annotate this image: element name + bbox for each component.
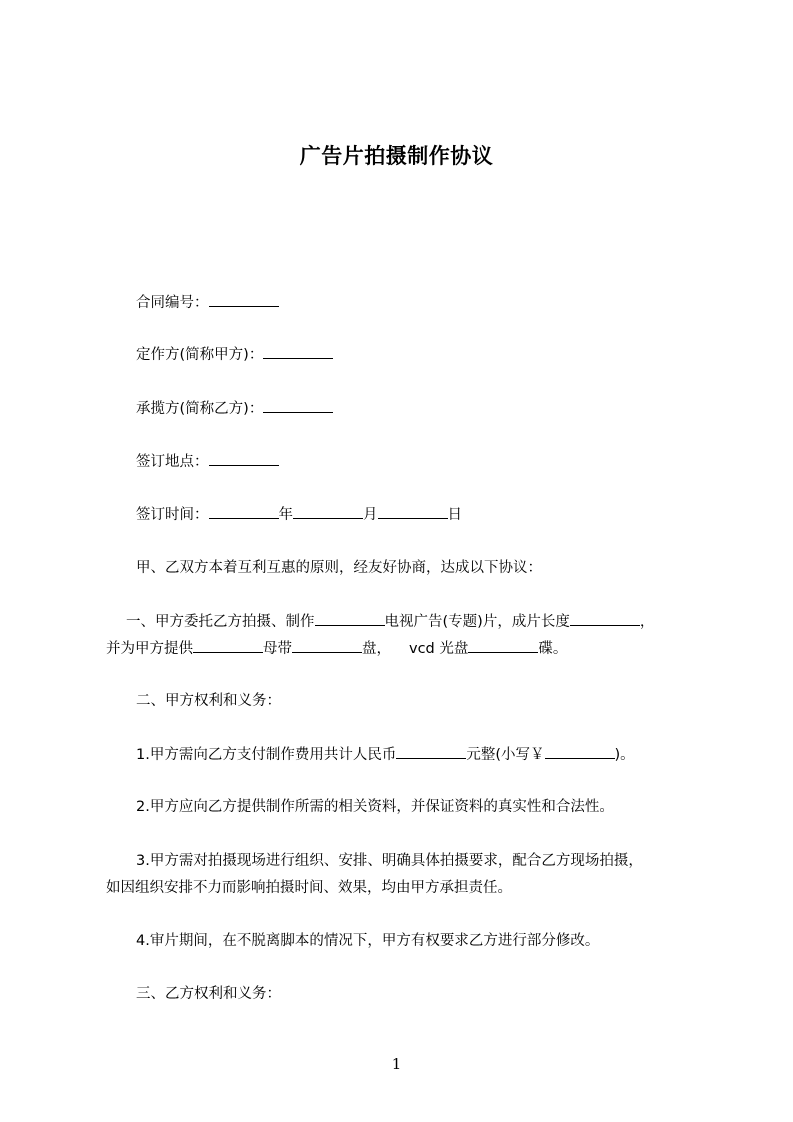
clause-1-text-e: 母带 (263, 641, 292, 657)
party-a-line (0, 344, 793, 365)
clause-1-text-g: vcd 光盘 (409, 641, 469, 657)
master-tape-count-blank[interactable] (193, 638, 263, 653)
item-2-1 (0, 744, 793, 765)
sign-place-blank[interactable] (209, 451, 279, 466)
item-2-4: 4.审片期间，在不脱离脚本的情况下，甲方有权要求乙方进行部分修改。 (136, 933, 600, 949)
clause-1-text-h: 碟。 (538, 641, 568, 657)
item-2-1-text-b: 元整(小写￥ (466, 747, 545, 763)
clause-1-text-c: ， (639, 614, 655, 630)
month-blank[interactable] (293, 504, 363, 519)
sign-time-label: 签订时间： (136, 507, 209, 523)
clause-1-text-d: 并为甲方提供 (106, 641, 193, 657)
sign-place-label: 签订地点： (136, 454, 209, 470)
sign-place-line (0, 451, 793, 472)
party-a-blank[interactable] (263, 344, 333, 359)
party-b-label: 承揽方(简称乙方)： (136, 401, 264, 417)
clause-1-content-blank[interactable] (315, 611, 385, 626)
party-b-line (0, 398, 793, 419)
month-label: 月 (363, 507, 378, 523)
clause-1-text-a: 一、甲方委托乙方拍摄、制作 (126, 614, 315, 630)
document-title: 广告片拍摄制作协议 (299, 144, 494, 168)
section-2-heading: 二、甲方权利和义务： (136, 693, 281, 709)
item-2-1-text-c: )。 (614, 747, 635, 763)
fee-numeric-blank[interactable] (545, 744, 615, 759)
day-blank[interactable] (378, 504, 448, 519)
year-blank[interactable] (209, 504, 279, 519)
vcd-count-blank[interactable] (468, 638, 538, 653)
fee-amount-blank[interactable] (396, 744, 466, 759)
intro-paragraph: 甲、乙双方本着互利互惠的原则，经友好协商，达成以下协议： (136, 560, 542, 576)
contract-number-blank[interactable] (209, 292, 279, 307)
item-2-2: 2.甲方应向乙方提供制作所需的相关资料，并保证资料的真实性和合法性。 (136, 799, 614, 815)
item-2-1-text-a: 1.甲方需向乙方支付制作费用共计人民币 (136, 747, 397, 763)
clause-1-text-f: 盘， (362, 641, 391, 657)
master-tape-reel-blank[interactable] (292, 638, 362, 653)
clause-1-length-blank[interactable] (570, 611, 640, 626)
party-b-blank[interactable] (263, 398, 333, 413)
contract-number-line (0, 292, 793, 313)
section-3-heading: 三、乙方权利和义务： (136, 986, 281, 1002)
clause-1-line-1 (0, 611, 793, 632)
page-number: 1 (391, 1055, 402, 1073)
year-label: 年 (278, 507, 293, 523)
sign-time-line (0, 504, 793, 525)
clause-1-line-2 (0, 638, 793, 659)
item-2-3-line-2: 如因组织安排不力而影响拍摄时间、效果，均由甲方承担责任。 (106, 880, 512, 896)
item-2-3-line-1: 3.甲方需对拍摄现场进行组织、安排、明确具体拍摄要求，配合乙方现场拍摄， (136, 853, 643, 869)
clause-1-text-b: 电视广告(专题)片，成片长度 (384, 614, 570, 630)
contract-number-label: 合同编号： (136, 295, 209, 311)
day-label: 日 (447, 507, 462, 523)
party-a-label: 定作方(简称甲方)： (136, 347, 264, 363)
